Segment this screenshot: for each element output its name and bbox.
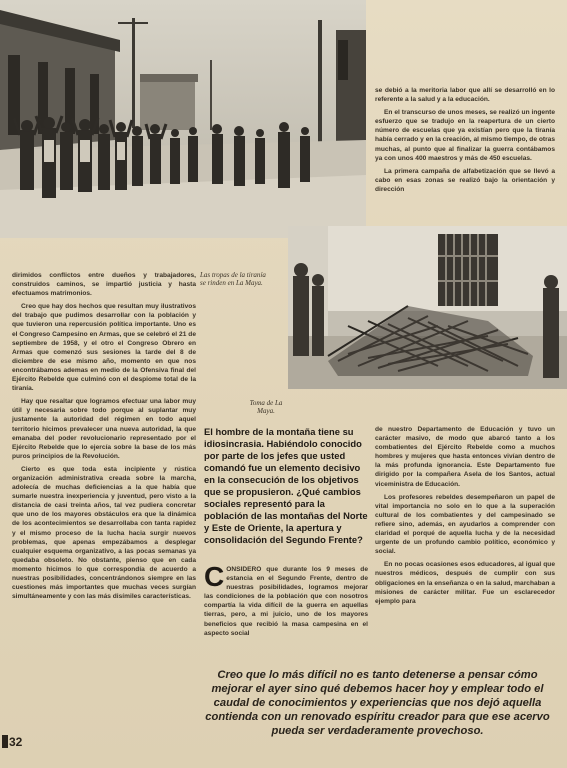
paragraph: Creo que hay dos hechos que resultan muy ilustrativos del trabajo que pudimos desarrollar con la población y que tuvieron una repercusión política importante. Uno es el Congreso Campesino en Armas, que se celebró el 21 de septiembre de 1958, y el otro el Congreso Obrero en Armas que comenzó sus sesiones la tarde del 8 de diciembre de ese mismo año, momento en que nos encontrábamos ademas en medio de la Ofensiva final del Ejército Rebelde que culminó con el despiome total de la tiranía.	[12, 303, 196, 393]
caption-photo-weapons: Toma de La Maya.	[249, 399, 283, 415]
text-column-right-top	[375, 86, 555, 216]
photo-weapons	[288, 226, 567, 389]
paragraph: dirimidos conflictos entre dueños y trabajadores, construidos caminos, se impartió justicia y hasta efectuamos matrimonios.	[12, 272, 196, 298]
caption-photo-surrender: Las tropas de la tiranía se rinden en La Maya.	[200, 271, 266, 287]
page-number-text: 32	[9, 735, 23, 749]
answer-text: ONSIDERO que durante los 9 meses de estancia en el Segundo Frente, dentro de nuestras posibilidades, logramos mejorar las condiciones de la población que con nosotros compartía la vida difícil de la guerra en aquellas tierras, pero, a mi juicio, uno de los mayores beneficios que recibió la masa campesina en el aspecto social	[204, 566, 368, 637]
text-column-left	[12, 271, 196, 761]
page-marker-bar	[2, 735, 8, 748]
paragraph: Hay que resaltar que logramos efectuar una labor muy útil y necesaria sobre todo porque al suplantar muy justamente la autoridad del régimen en todo aquel territorio hicimos prevalecer una nueva autoridad, la que emanaba del poder revolucionario representado por el Ejército Rebelde que lo ejercía sobre la base de los más puros principios de la Revolución.	[12, 398, 196, 460]
interview-answer	[204, 561, 368, 665]
pull-quote: Creo que lo más difícil no es tanto detenerse a pensar cómo mejorar el ayer sino qué debemos hacer hoy y emplear todo el caudal de conocimientos y experiencias que nos dejó aquella contienda con un renovado espíritu creador para que ese acervo pueda ser verdaderamente provechoso.	[205, 669, 550, 737]
interview-question: El hombre de la montaña tiene su idiosincrasia. Habiéndolo conocido por parte de los jefes que usted comandó fue un elemento decisivo en la consecución de los objetivos que se propusieron. ¿Qué cambios sociales representó para la población de las montañas del Norte y Este de Oriente, la apertura y consolidación del Segundo Frente?	[204, 426, 368, 545]
paragraph: se debió a la meritoria labor que allí se desarrolló en lo referente a la salud y a la educación.	[375, 87, 555, 104]
paragraph: Cierto es que toda esta incipiente y rústica organización administrativa creada sobre la marcha, adolecía de muchas deficiencias a la que había que sumarle nuestra inexperiencia y juventud, pero visto a la distancia de casi treinta años, tal vez pudiera concretar que uno de los mayores obstáculos era que la dinámica de los acontecimientos se desarrollaba con tanta rapidez y el mismo proceso de la lucha hacia surgir nuevos problemas, que apenas empezábamos a desplegar cualquier esquema organizativo, a las pocas semanas ya quedaba obsoleto. No obstante, pienso que en cada momento hicimos lo que correspondía de acuerdo a nuestras posibilidades, concentrándonos siempre en las cuestiones más importantes que muchas veces surgían simultáneamente y con las más disímiles características.	[12, 465, 196, 601]
drop-cap: C	[204, 561, 225, 592]
paragraph: En el transcurso de unos meses, se realizó un ingente esfuerzo que se tradujo en la reapertura de un cierto número de escuelas que ya existían pero que la tiranía había cerrado y en la creación, al mismo tiempo, de otras muchas, al punto que al finalizar la guerra contábamos ya con unos 400 maestros y más de 450 escuelas.	[375, 109, 555, 162]
page-number	[2, 735, 22, 749]
paragraph: La primera campaña de alfabetización que se llevó a cabo en esas zonas se realizó bajo la orientación y dirección	[375, 167, 555, 193]
paragraph: Los profesores rebeldes desempeñaron un papel de vital importancia no solo en lo que a la superación cultural de los combatientes y del campesinado se refiere sino, además, en ayudarlos a comprender con claridad el porqué de aquella lucha y de la necesidad urgente de un profundo cambio político, económico y social.	[375, 493, 555, 556]
photo-surrender	[0, 0, 366, 238]
paragraph: En no pocas ocasiones esos educadores, al igual que nuestros médicos, después de cumplir con sus obligaciones en la enseñanza o en la salud, marchaban a misiones de carácter militar. Fue un esclarecedor ejemplo para	[375, 561, 555, 605]
photo-weapons-image	[288, 226, 567, 389]
text-column-right-bottom	[375, 425, 555, 665]
paragraph: de nuestro Departamento de Educación y tuvo un carácter masivo, de modo que abarcó tanto a los combatientes del Ejército Rebelde como a muchos hombres y mujeres que hasta entonces vivían dentro de la más profunda ignorancia. Este Departamento fue dirigido por la compañera Asela de los Santos, actual viceministra de Educación.	[375, 426, 555, 488]
photo-surrender-image	[0, 0, 366, 238]
